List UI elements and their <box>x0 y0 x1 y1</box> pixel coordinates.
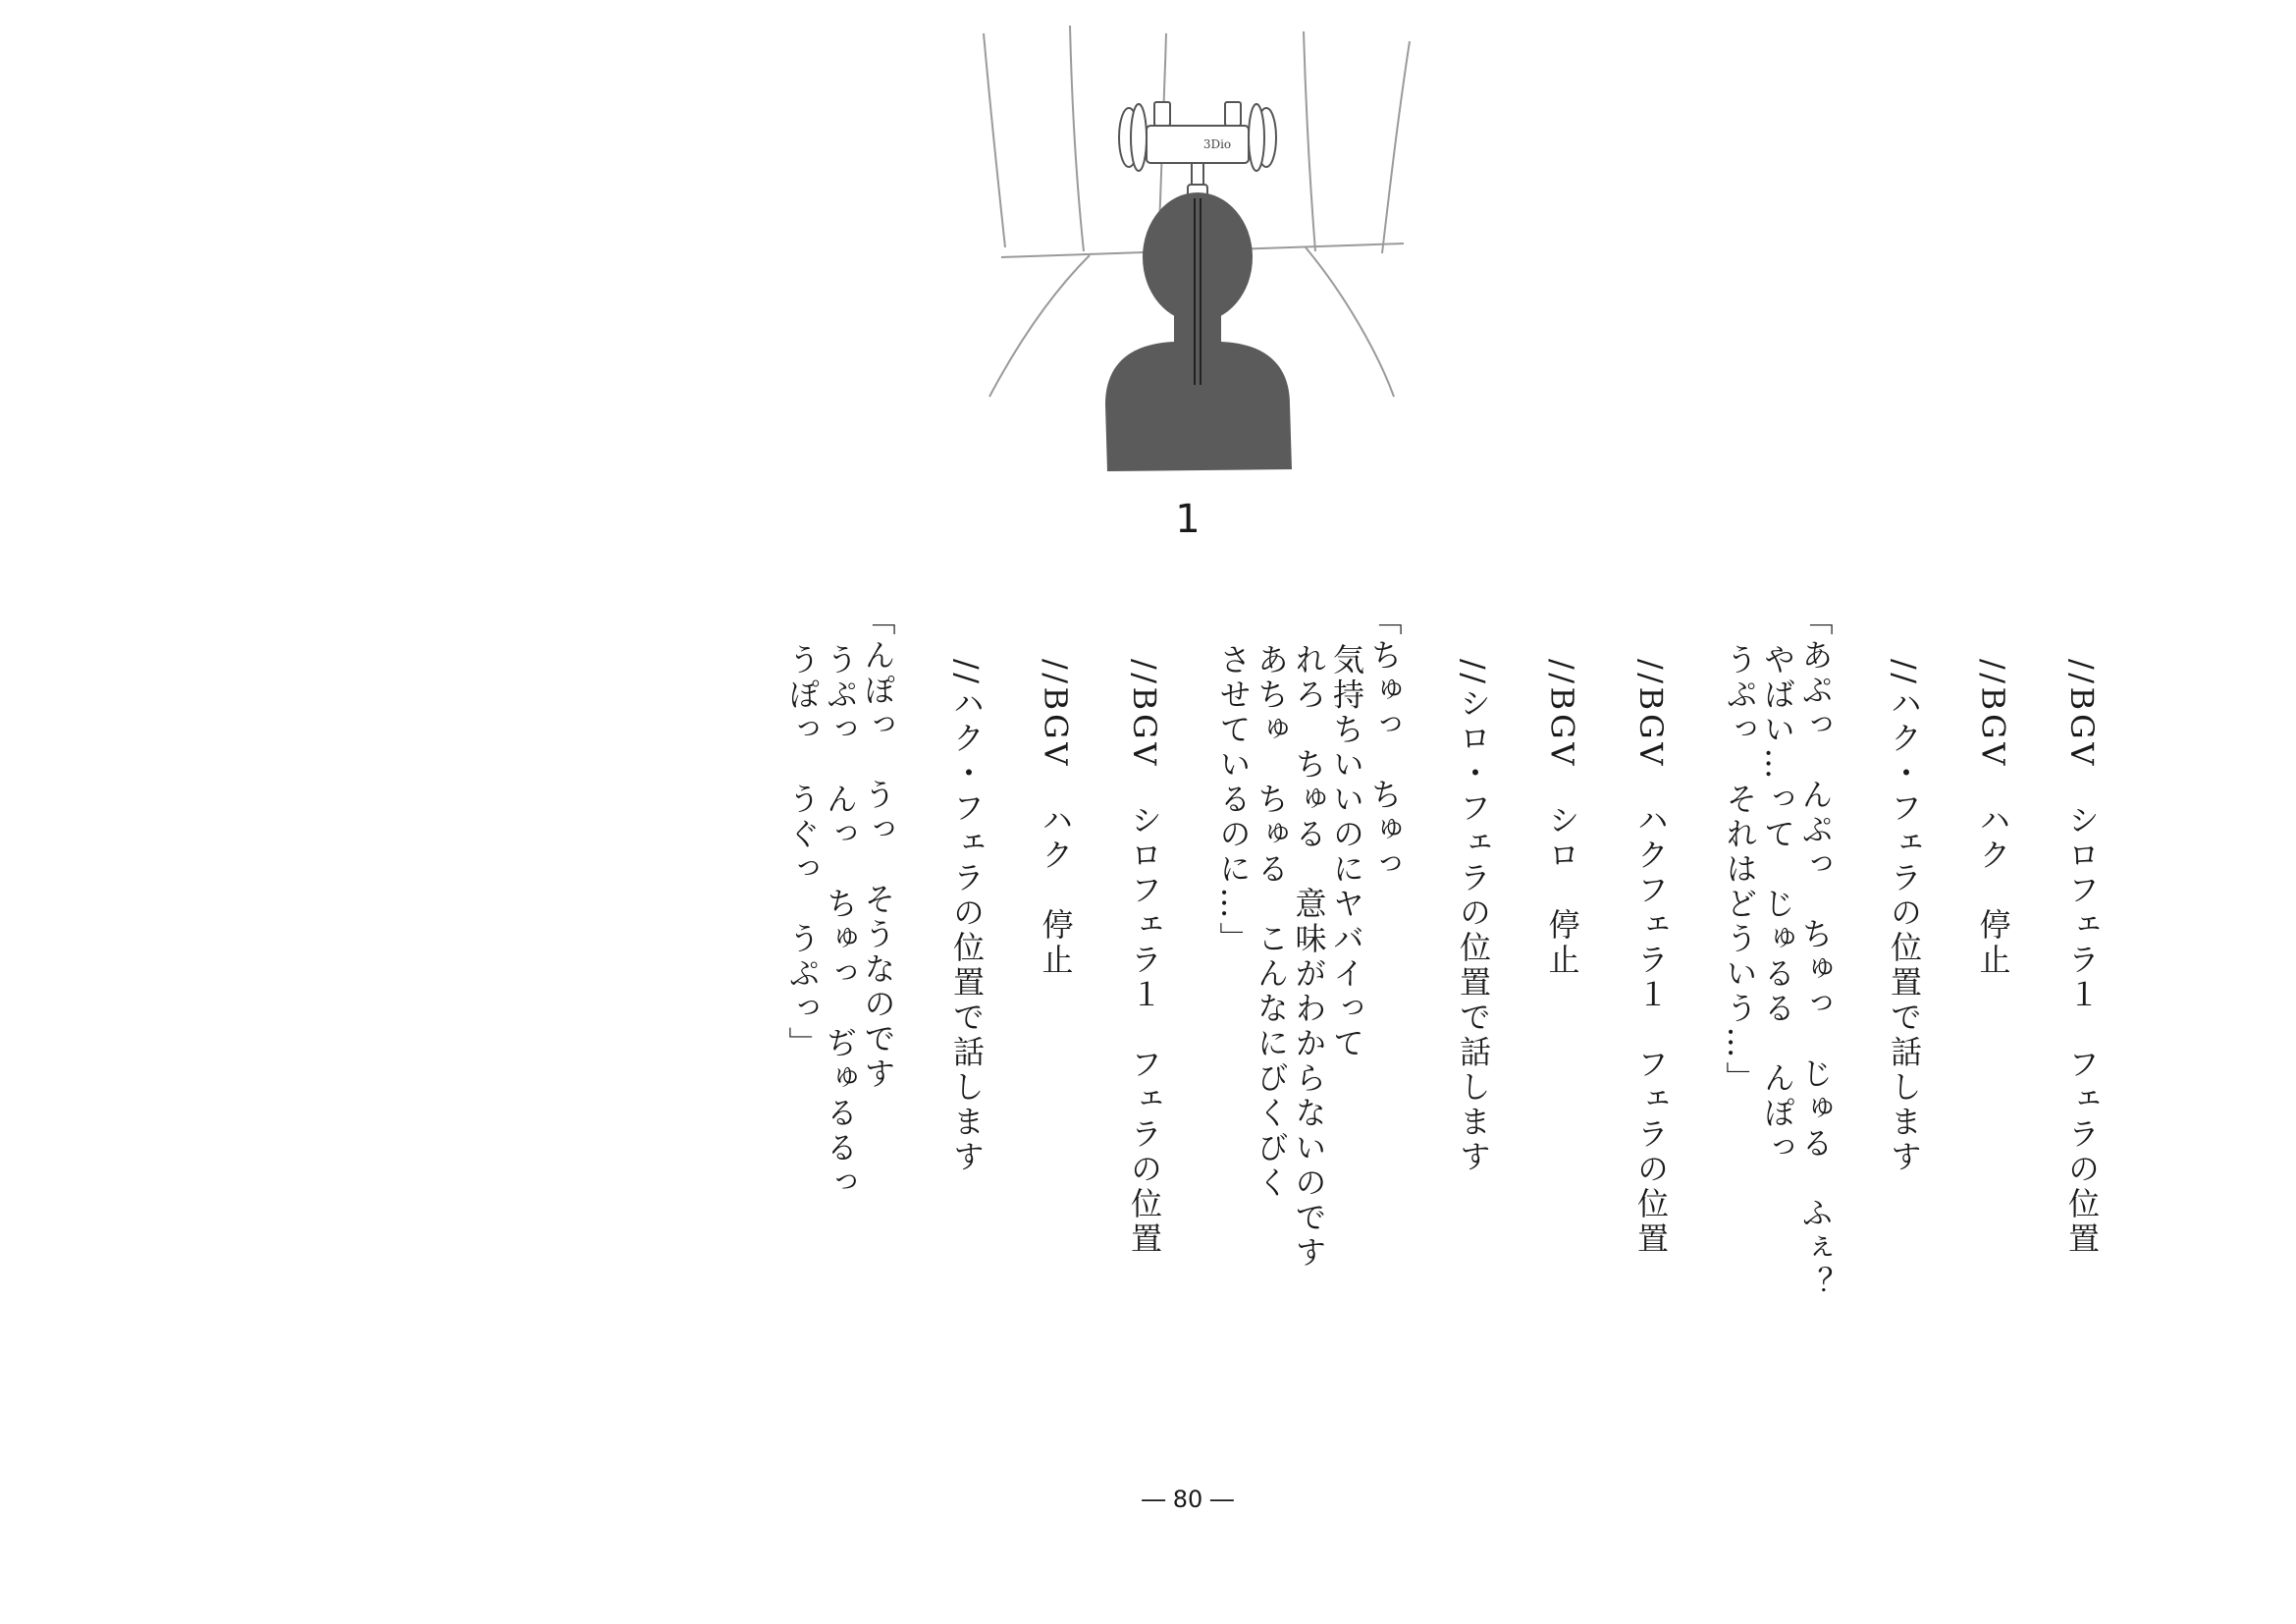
dialogue-line: 「あぷっ んぷっ ちゅっ じゅる ふぇ？ <box>1796 604 1835 1301</box>
stage-direction <box>1543 604 1581 1311</box>
dialogue-line: 「ちゅっ ちゅっ <box>1365 604 1404 883</box>
binaural-mic <box>1119 102 1276 198</box>
direction-line: //シロ・フェラの位置で話します <box>1455 659 1492 1175</box>
stage-direction <box>1037 604 1075 1311</box>
dialogue-block <box>1721 604 1835 1311</box>
direction-line: //BGV シロフェラ１ フェラの位置 <box>1126 659 1163 1257</box>
listener-silhouette <box>1105 192 1292 471</box>
page-number: ― 80 ― <box>1142 1486 1234 1513</box>
stage-direction <box>1632 604 1671 1311</box>
figure-number: 1 <box>1175 497 1201 542</box>
dialogue-line: やばい…って じゅるる んぽっ <box>1759 643 1796 1166</box>
dialogue-line: させているのに…」 <box>1214 643 1253 957</box>
dialogue-line: あちゅ ちゅる こんなにびくびく <box>1253 643 1290 1201</box>
direction-line: //BGV シロ 停止 <box>1543 659 1581 978</box>
dialogue-line: うぷっ それはどういう…」 <box>1721 643 1759 1097</box>
stage-direction <box>1974 604 2012 1311</box>
dialogue-line: うぷっ んっ ちゅっ ぢゅるるっ <box>822 643 859 1201</box>
direction-line: //BGV シロフェラ１ フェラの位置 <box>2063 659 2101 1257</box>
dialogue-line: 気持ちいいのにヤバイって <box>1328 643 1365 1061</box>
stage-direction <box>2063 604 2102 1311</box>
direction-line: //BGV ハク 停止 <box>1037 659 1075 978</box>
stage-direction <box>948 604 987 1311</box>
vertical-script-text <box>530 604 2101 1311</box>
direction-line: //ハク・フェラの位置で話します <box>948 659 986 1175</box>
direction-line: //ハク・フェラの位置で話します <box>1886 659 1923 1175</box>
illustration-drawing <box>982 20 1414 481</box>
dialogue-line: れろ ちゅる 意味がわからないのです <box>1290 643 1328 1271</box>
dialogue-line: 「んぽっ うっ そうなのです <box>859 604 897 1092</box>
binaural-recording-illustration <box>982 20 1414 481</box>
stage-direction <box>1886 604 1924 1311</box>
direction-line: //BGV ハクフェラ１ フェラの位置 <box>1632 659 1670 1257</box>
direction-line: //BGV ハク 停止 <box>1974 659 2012 978</box>
dialogue-block <box>1214 604 1404 1311</box>
stage-direction <box>1126 604 1164 1311</box>
dialogue-block <box>783 604 897 1311</box>
mic-brand-label: 3Dio <box>1202 137 1232 151</box>
dialogue-line: うぽっ うぐっ うぷっ」 <box>783 643 822 1061</box>
stage-direction <box>1455 604 1493 1311</box>
